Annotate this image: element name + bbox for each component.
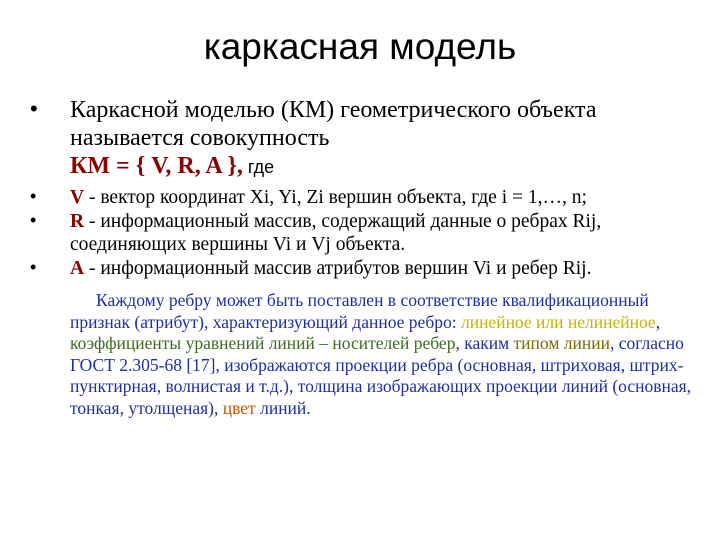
para-highlight-coefficients: коэффициенты уравнений линий – носителей ребер (70, 333, 456, 353)
item-v (70, 186, 710, 209)
km-suffix: где (242, 157, 275, 177)
para-highlight-linearity: линейное или нелинейное (460, 311, 656, 332)
slide-title: каркасная модель (203, 26, 517, 67)
para-highlight-line-type: типом линии (513, 333, 610, 353)
item-key: R (70, 211, 85, 232)
item-text: - вектор координат Xi, Yi, Zi вершин объекта, где i = 1,…, n; (84, 187, 587, 208)
attribute-paragraph (70, 290, 695, 419)
bullet-marker: • (30, 96, 38, 121)
item-text: - информационный массив, содержащий данные о ребрах Rij, соединяющих вершины Vi и Vj объекта. (70, 211, 602, 255)
item-a (70, 257, 710, 280)
para-text: Каждому ребру может быть поставлен в соответствие квалификационный признак (атрибут), характеризующий данное ребро: (70, 290, 649, 332)
para-text: линий. (255, 397, 311, 418)
km-formula: КМ = { V, R, A }, (70, 153, 243, 179)
bullet-marker: • (30, 210, 37, 230)
bullet-marker: • (30, 257, 37, 277)
para-text: , каким (455, 333, 514, 353)
bullet-definition: Каркасной моделью (КМ) геометрического объекта называется совокупность (70, 97, 597, 151)
km-formula-line (70, 152, 274, 181)
item-text: - информационный массив атрибутов вершин Vi и ребер Rij. (84, 258, 592, 279)
item-r (70, 210, 710, 256)
para-highlight-color: цвет (222, 397, 256, 418)
para-text: , согласно ГОСТ 2.305-68 [17], изображаются проекции ребра (основная, штриховая, штрих-пунктирная, волнистая и т.д.), толщина изображающих проекции линий (основная, тонкая, утолщеная), (70, 333, 692, 418)
item-key: V (70, 187, 85, 208)
item-key: A (70, 258, 85, 279)
bullet-marker: • (30, 186, 37, 206)
para-text: , (655, 311, 661, 332)
